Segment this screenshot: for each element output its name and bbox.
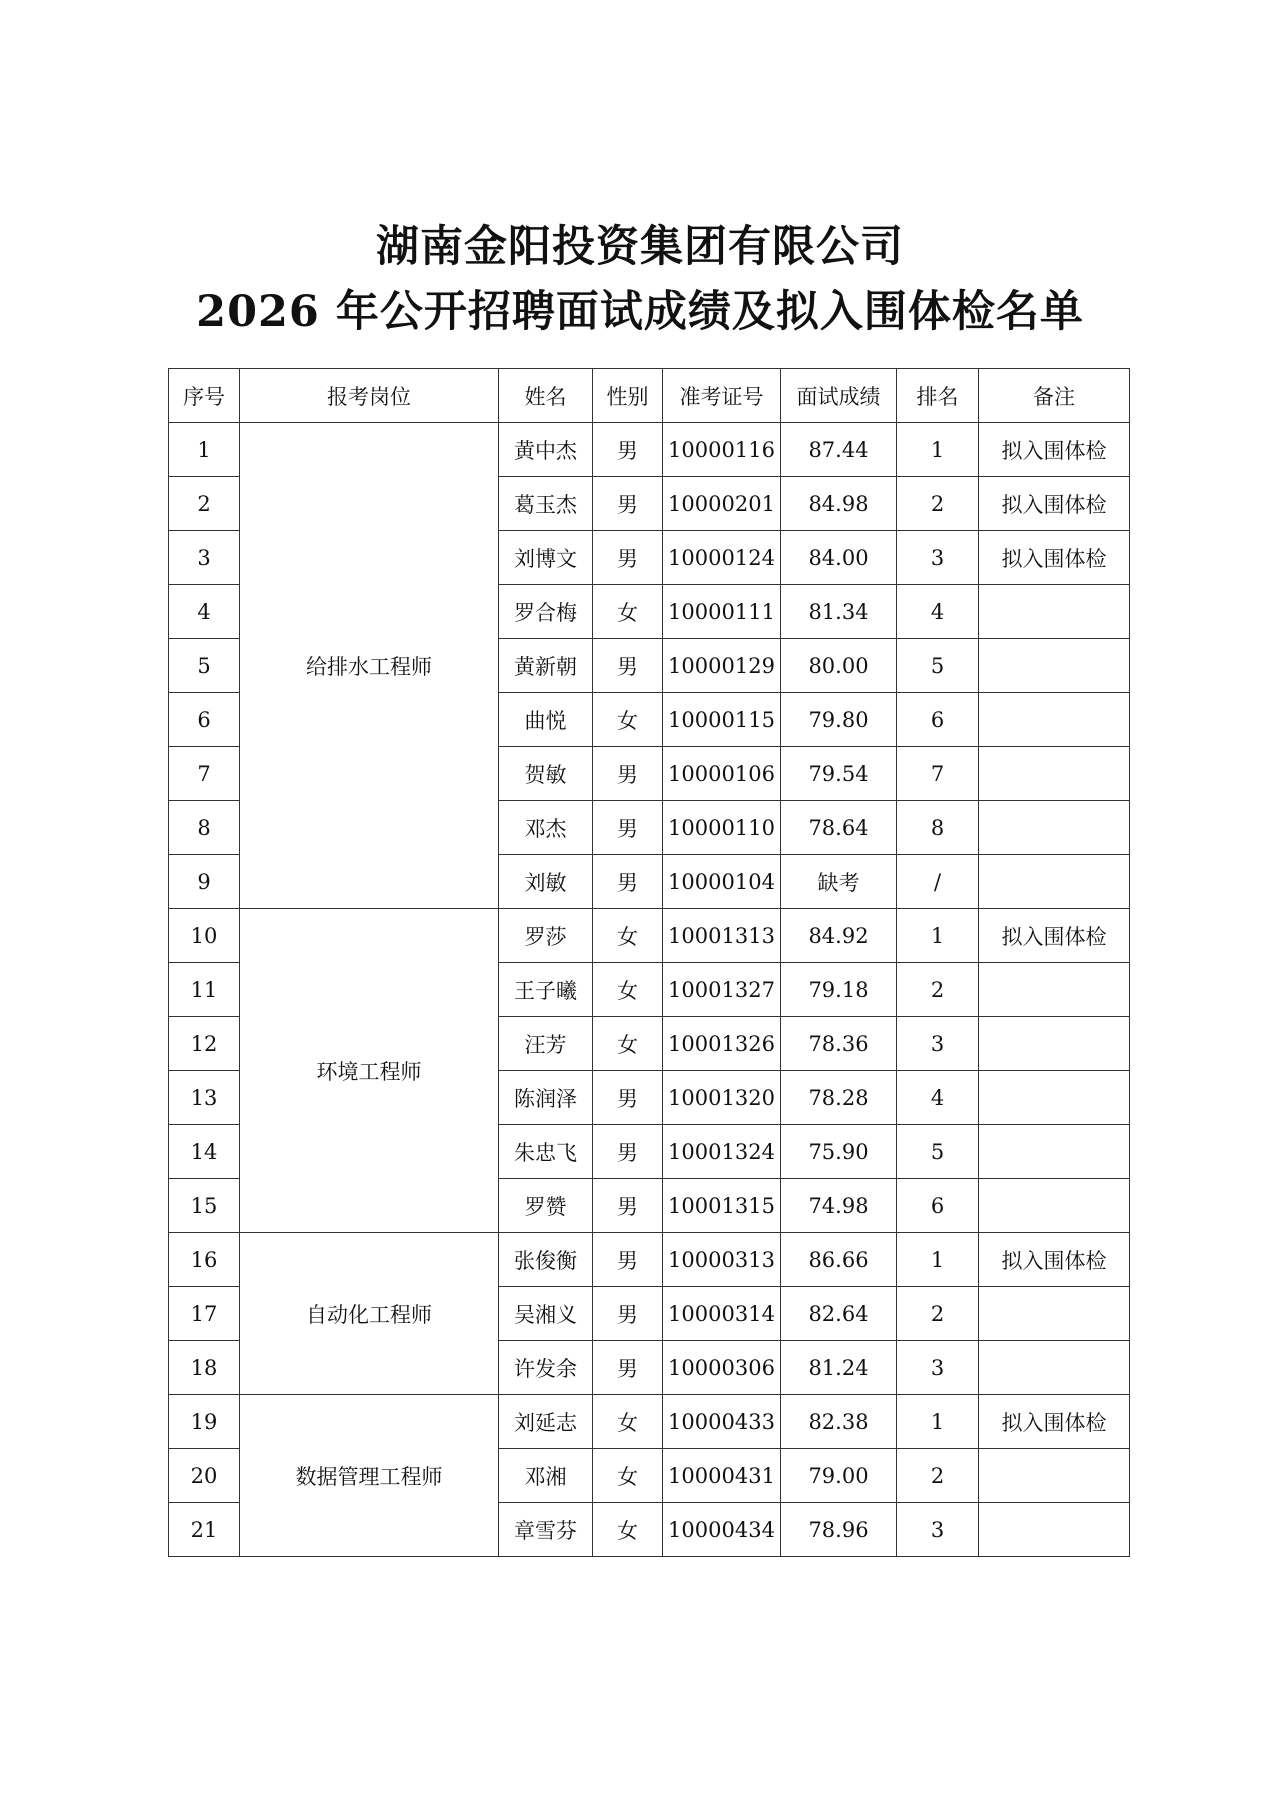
serial-cell: 12 (169, 1017, 240, 1071)
gender-cell: 女 (593, 693, 663, 747)
exam-id-cell: 10000115 (663, 693, 781, 747)
serial-cell: 8 (169, 801, 240, 855)
score-cell: 84.92 (781, 909, 897, 963)
score-cell: 81.24 (781, 1341, 897, 1395)
rank-cell: 1 (897, 423, 979, 477)
exam-id-cell: 10001327 (663, 963, 781, 1017)
table-row (169, 423, 1130, 477)
note-cell (979, 1017, 1130, 1071)
exam-id-cell: 10001315 (663, 1179, 781, 1233)
exam-id-cell: 10000110 (663, 801, 781, 855)
gender-cell: 男 (593, 1125, 663, 1179)
name-cell: 陈润泽 (499, 1071, 593, 1125)
name-cell: 张俊衡 (499, 1233, 593, 1287)
serial-cell: 13 (169, 1071, 240, 1125)
rank-cell: 1 (897, 909, 979, 963)
name-cell: 邓湘 (499, 1449, 593, 1503)
name-cell: 罗合梅 (499, 585, 593, 639)
serial-cell: 14 (169, 1125, 240, 1179)
name-cell: 许发余 (499, 1341, 593, 1395)
note-cell (979, 1179, 1130, 1233)
gender-cell: 女 (593, 585, 663, 639)
serial-cell: 19 (169, 1395, 240, 1449)
serial-cell: 15 (169, 1179, 240, 1233)
exam-id-cell: 10000111 (663, 585, 781, 639)
name-cell: 罗赞 (499, 1179, 593, 1233)
table-row (169, 909, 1130, 963)
header-cell-gender: 性别 (593, 369, 663, 423)
note-cell (979, 1287, 1130, 1341)
name-cell: 曲悦 (499, 693, 593, 747)
gender-cell: 女 (593, 1017, 663, 1071)
score-cell: 80.00 (781, 639, 897, 693)
note-cell: 拟入围体检 (979, 477, 1130, 531)
serial-cell: 4 (169, 585, 240, 639)
note-cell: 拟入围体检 (979, 1395, 1130, 1449)
name-cell: 葛玉杰 (499, 477, 593, 531)
score-cell: 78.28 (781, 1071, 897, 1125)
name-cell: 刘延志 (499, 1395, 593, 1449)
exam-id-cell: 10001326 (663, 1017, 781, 1071)
gender-cell: 男 (593, 855, 663, 909)
serial-cell: 5 (169, 639, 240, 693)
table-row (169, 1395, 1130, 1449)
score-cell: 79.80 (781, 693, 897, 747)
header-cell-rank: 排名 (897, 369, 979, 423)
note-cell (979, 693, 1130, 747)
score-cell: 78.64 (781, 801, 897, 855)
rank-cell: 3 (897, 531, 979, 585)
exam-id-cell: 10000116 (663, 423, 781, 477)
note-cell: 拟入围体检 (979, 423, 1130, 477)
score-cell: 84.98 (781, 477, 897, 531)
score-cell: 79.54 (781, 747, 897, 801)
gender-cell: 男 (593, 1341, 663, 1395)
gender-cell: 女 (593, 1449, 663, 1503)
position-cell: 给排水工程师 (240, 423, 499, 909)
serial-cell: 3 (169, 531, 240, 585)
exam-id-cell: 10000306 (663, 1341, 781, 1395)
gender-cell: 男 (593, 1071, 663, 1125)
rank-cell: 2 (897, 1449, 979, 1503)
note-cell: 拟入围体检 (979, 531, 1130, 585)
name-cell: 吴湘义 (499, 1287, 593, 1341)
serial-cell: 9 (169, 855, 240, 909)
note-cell (979, 1125, 1130, 1179)
exam-id-cell: 10001313 (663, 909, 781, 963)
note-cell: 拟入围体检 (979, 1233, 1130, 1287)
document-title-line2: 2026 年公开招聘面试成绩及拟入围体检名单 (196, 287, 1084, 337)
gender-cell: 男 (593, 1179, 663, 1233)
score-cell: 79.18 (781, 963, 897, 1017)
exam-id-cell: 10001324 (663, 1125, 781, 1179)
serial-cell: 16 (169, 1233, 240, 1287)
score-cell: 79.00 (781, 1449, 897, 1503)
gender-cell: 男 (593, 477, 663, 531)
exam-id-cell: 10000104 (663, 855, 781, 909)
gender-cell: 男 (593, 1287, 663, 1341)
name-cell: 刘博文 (499, 531, 593, 585)
note-cell (979, 639, 1130, 693)
rank-cell: 4 (897, 1071, 979, 1125)
serial-cell: 2 (169, 477, 240, 531)
serial-cell: 7 (169, 747, 240, 801)
rank-cell: 2 (897, 1287, 979, 1341)
note-cell (979, 801, 1130, 855)
note-cell (979, 585, 1130, 639)
note-cell (979, 747, 1130, 801)
name-cell: 黄新朝 (499, 639, 593, 693)
score-cell: 84.00 (781, 531, 897, 585)
gender-cell: 男 (593, 639, 663, 693)
gender-cell: 女 (593, 909, 663, 963)
score-cell: 86.66 (781, 1233, 897, 1287)
header-cell-position: 报考岗位 (240, 369, 499, 423)
name-cell: 邓杰 (499, 801, 593, 855)
exam-id-cell: 10000313 (663, 1233, 781, 1287)
exam-id-cell: 10001320 (663, 1071, 781, 1125)
position-cell: 自动化工程师 (240, 1233, 499, 1395)
name-cell: 汪芳 (499, 1017, 593, 1071)
header-cell-score: 面试成绩 (781, 369, 897, 423)
rank-cell: 3 (897, 1341, 979, 1395)
rank-cell: 1 (897, 1233, 979, 1287)
serial-cell: 17 (169, 1287, 240, 1341)
name-cell: 王子曦 (499, 963, 593, 1017)
header-row (169, 369, 1130, 423)
document-title-line1: 湖南金阳投资集团有限公司 (376, 222, 904, 272)
note-cell (979, 855, 1130, 909)
serial-cell: 21 (169, 1503, 240, 1557)
rank-cell: 3 (897, 1017, 979, 1071)
name-cell: 黄中杰 (499, 423, 593, 477)
gender-cell: 女 (593, 1395, 663, 1449)
note-cell: 拟入围体检 (979, 909, 1130, 963)
rank-cell: 5 (897, 1125, 979, 1179)
rank-cell: 6 (897, 1179, 979, 1233)
gender-cell: 女 (593, 963, 663, 1017)
name-cell: 章雪芬 (499, 1503, 593, 1557)
exam-id-cell: 10000124 (663, 531, 781, 585)
serial-cell: 1 (169, 423, 240, 477)
score-cell: 78.96 (781, 1503, 897, 1557)
header-cell-note: 备注 (979, 369, 1130, 423)
note-cell (979, 1449, 1130, 1503)
serial-cell: 10 (169, 909, 240, 963)
name-cell: 朱忠飞 (499, 1125, 593, 1179)
gender-cell: 男 (593, 531, 663, 585)
rank-cell: 7 (897, 747, 979, 801)
gender-cell: 男 (593, 1233, 663, 1287)
rank-cell: 1 (897, 1395, 979, 1449)
gender-cell: 男 (593, 801, 663, 855)
serial-cell: 11 (169, 963, 240, 1017)
score-cell: 87.44 (781, 423, 897, 477)
rank-cell: 2 (897, 477, 979, 531)
results-table (168, 368, 1130, 1557)
exam-id-cell: 10000106 (663, 747, 781, 801)
score-cell: 74.98 (781, 1179, 897, 1233)
exam-id-cell: 10000129 (663, 639, 781, 693)
gender-cell: 男 (593, 423, 663, 477)
exam-id-cell: 10000433 (663, 1395, 781, 1449)
position-cell: 环境工程师 (240, 909, 499, 1233)
name-cell: 罗莎 (499, 909, 593, 963)
position-cell: 数据管理工程师 (240, 1395, 499, 1557)
gender-cell: 男 (593, 747, 663, 801)
exam-id-cell: 10000431 (663, 1449, 781, 1503)
note-cell (979, 963, 1130, 1017)
rank-cell: 2 (897, 963, 979, 1017)
serial-cell: 20 (169, 1449, 240, 1503)
score-cell: 78.36 (781, 1017, 897, 1071)
score-cell: 75.90 (781, 1125, 897, 1179)
rank-cell: 3 (897, 1503, 979, 1557)
rank-cell: / (897, 855, 979, 909)
name-cell: 贺敏 (499, 747, 593, 801)
note-cell (979, 1071, 1130, 1125)
name-cell: 刘敏 (499, 855, 593, 909)
score-cell: 82.38 (781, 1395, 897, 1449)
table-body (169, 423, 1130, 1557)
exam-id-cell: 10000434 (663, 1503, 781, 1557)
header-cell-name: 姓名 (499, 369, 593, 423)
table-row (169, 1233, 1130, 1287)
header-cell-exam-id: 准考证号 (663, 369, 781, 423)
score-cell: 81.34 (781, 585, 897, 639)
serial-cell: 6 (169, 693, 240, 747)
rank-cell: 8 (897, 801, 979, 855)
score-cell: 82.64 (781, 1287, 897, 1341)
note-cell (979, 1341, 1130, 1395)
note-cell (979, 1503, 1130, 1557)
exam-id-cell: 10000201 (663, 477, 781, 531)
score-cell: 缺考 (781, 855, 897, 909)
header-cell-serial: 序号 (169, 369, 240, 423)
rank-cell: 5 (897, 639, 979, 693)
rank-cell: 6 (897, 693, 979, 747)
gender-cell: 女 (593, 1503, 663, 1557)
exam-id-cell: 10000314 (663, 1287, 781, 1341)
rank-cell: 4 (897, 585, 979, 639)
serial-cell: 18 (169, 1341, 240, 1395)
